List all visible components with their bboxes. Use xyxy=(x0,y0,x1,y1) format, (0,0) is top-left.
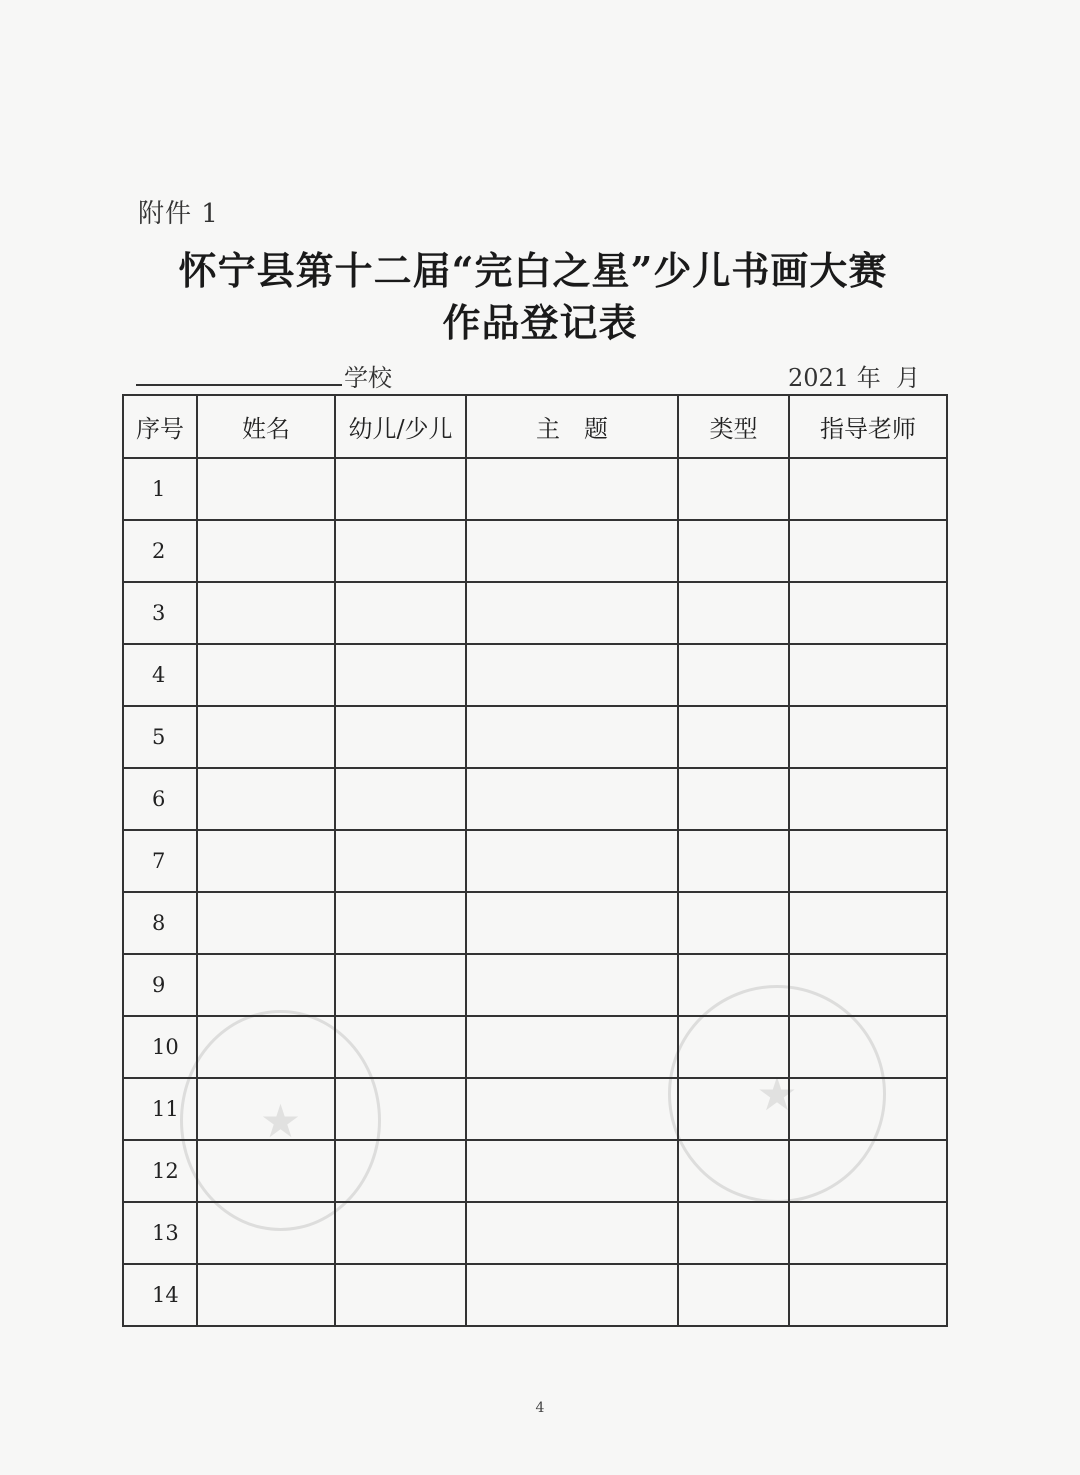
empty-cell xyxy=(197,892,335,954)
row-number: 10 xyxy=(123,1016,197,1078)
empty-cell xyxy=(789,1016,947,1078)
empty-cell xyxy=(678,1078,789,1140)
empty-cell xyxy=(789,1202,947,1264)
year-label: 2021 年 xyxy=(788,364,881,392)
row-number: 12 xyxy=(123,1140,197,1202)
row-number: 3 xyxy=(123,582,197,644)
empty-cell xyxy=(197,1016,335,1078)
table-row xyxy=(123,768,947,830)
table-row xyxy=(123,644,947,706)
row-number: 14 xyxy=(123,1264,197,1326)
empty-cell xyxy=(335,1264,466,1326)
row-number: 6 xyxy=(123,768,197,830)
empty-cell xyxy=(335,830,466,892)
empty-cell xyxy=(197,1078,335,1140)
empty-cell xyxy=(335,1016,466,1078)
row-number: 9 xyxy=(123,954,197,1016)
empty-cell xyxy=(335,1078,466,1140)
table-row xyxy=(123,706,947,768)
table-row xyxy=(123,582,947,644)
column-header: 序号 xyxy=(123,395,197,458)
empty-cell xyxy=(335,458,466,520)
empty-cell xyxy=(197,582,335,644)
stamp-star-icon: ★ xyxy=(259,1093,302,1148)
table-header-row xyxy=(123,395,947,458)
empty-cell xyxy=(678,1016,789,1078)
row-number: 8 xyxy=(123,892,197,954)
empty-cell xyxy=(197,1140,335,1202)
empty-cell xyxy=(678,1140,789,1202)
row-number: 7 xyxy=(123,830,197,892)
row-number: 5 xyxy=(123,706,197,768)
row-number: 4 xyxy=(123,644,197,706)
empty-cell xyxy=(678,1264,789,1326)
empty-cell xyxy=(789,582,947,644)
empty-cell xyxy=(197,954,335,1016)
empty-cell xyxy=(466,768,678,830)
empty-cell xyxy=(678,892,789,954)
table-row xyxy=(123,520,947,582)
column-header: 姓名 xyxy=(197,395,335,458)
column-header: 主 题 xyxy=(466,395,678,458)
empty-cell xyxy=(678,768,789,830)
empty-cell xyxy=(466,830,678,892)
empty-cell xyxy=(789,768,947,830)
empty-cell xyxy=(789,954,947,1016)
empty-cell xyxy=(789,520,947,582)
table-row xyxy=(123,1078,947,1140)
table-row xyxy=(123,1264,947,1326)
empty-cell xyxy=(678,458,789,520)
empty-cell xyxy=(466,582,678,644)
empty-cell xyxy=(789,1264,947,1326)
empty-cell xyxy=(789,644,947,706)
empty-cell xyxy=(197,830,335,892)
empty-cell xyxy=(335,954,466,1016)
empty-cell xyxy=(678,1202,789,1264)
table-row xyxy=(123,458,947,520)
empty-cell xyxy=(466,706,678,768)
table-row xyxy=(123,892,947,954)
column-header: 类型 xyxy=(678,395,789,458)
month-label: 月 xyxy=(896,364,920,392)
table-row xyxy=(123,1016,947,1078)
registration-table xyxy=(122,394,948,1327)
empty-cell xyxy=(789,1078,947,1140)
row-number: 11 xyxy=(123,1078,197,1140)
empty-cell xyxy=(197,768,335,830)
empty-cell xyxy=(466,458,678,520)
school-label: 学校 xyxy=(344,364,392,392)
empty-cell xyxy=(678,644,789,706)
empty-cell xyxy=(335,644,466,706)
row-number: 13 xyxy=(123,1202,197,1264)
table-row xyxy=(123,830,947,892)
empty-cell xyxy=(678,520,789,582)
empty-cell xyxy=(335,1202,466,1264)
empty-cell xyxy=(335,582,466,644)
empty-cell xyxy=(466,1202,678,1264)
empty-cell xyxy=(335,892,466,954)
empty-cell xyxy=(197,644,335,706)
row-number: 1 xyxy=(123,458,197,520)
empty-cell xyxy=(466,892,678,954)
empty-cell xyxy=(466,954,678,1016)
stamp-star-icon: ★ xyxy=(756,1067,798,1121)
document-title: 怀宁县第十二届“完白之星”少儿书画大赛 xyxy=(178,248,888,293)
empty-cell xyxy=(466,520,678,582)
empty-cell xyxy=(466,1264,678,1326)
page-number: 4 xyxy=(535,1400,545,1416)
empty-cell xyxy=(466,1016,678,1078)
empty-cell xyxy=(197,520,335,582)
empty-cell xyxy=(197,458,335,520)
empty-cell xyxy=(335,1140,466,1202)
empty-cell xyxy=(789,830,947,892)
empty-cell xyxy=(197,706,335,768)
row-number: 2 xyxy=(123,520,197,582)
table-row xyxy=(123,1202,947,1264)
document-subtitle: 作品登记表 xyxy=(442,300,638,345)
empty-cell xyxy=(678,830,789,892)
column-header: 指导老师 xyxy=(789,395,947,458)
empty-cell xyxy=(466,1078,678,1140)
empty-cell xyxy=(678,582,789,644)
empty-cell xyxy=(197,1202,335,1264)
empty-cell xyxy=(789,706,947,768)
empty-cell xyxy=(335,768,466,830)
attachment-label: 附件 1 xyxy=(138,199,219,229)
empty-cell xyxy=(466,644,678,706)
school-blank-line xyxy=(136,384,342,386)
empty-cell xyxy=(466,1140,678,1202)
empty-cell xyxy=(678,954,789,1016)
empty-cell xyxy=(789,892,947,954)
column-header: 幼儿/少儿 xyxy=(335,395,466,458)
table-row xyxy=(123,954,947,1016)
empty-cell xyxy=(197,1264,335,1326)
empty-cell xyxy=(335,706,466,768)
empty-cell xyxy=(789,458,947,520)
empty-cell xyxy=(789,1140,947,1202)
empty-cell xyxy=(678,706,789,768)
table-row xyxy=(123,1140,947,1202)
empty-cell xyxy=(335,520,466,582)
